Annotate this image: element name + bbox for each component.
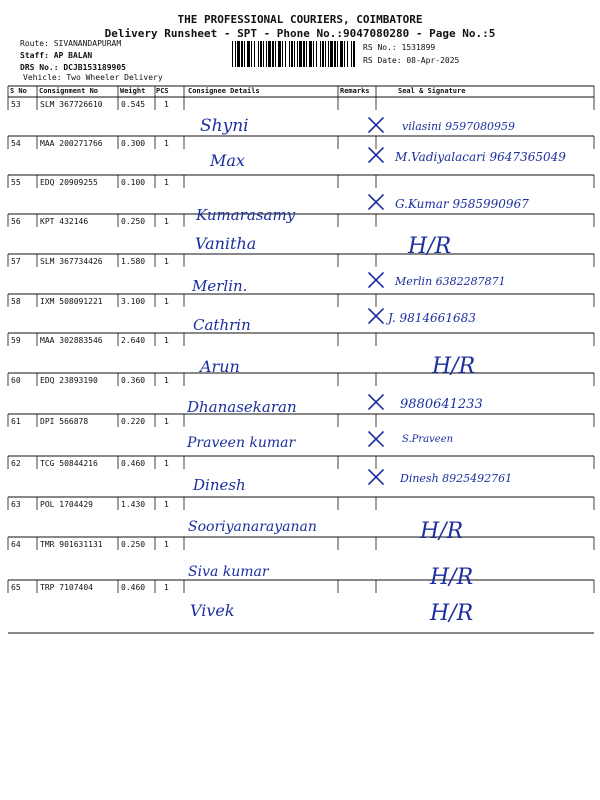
delivery-signature: H/R: [430, 565, 474, 590]
header-cell: PCS: [156, 87, 169, 95]
consignment-number: MAA 302883546: [40, 336, 103, 345]
delivery-signature: vilasini 9597080959: [402, 120, 516, 133]
delivery-signature: J. 9814661683: [388, 311, 476, 325]
weight-value: 1.580: [121, 257, 146, 266]
serial-number: 62: [11, 459, 21, 468]
remark-cross-mark: [369, 395, 383, 409]
pieces-count: 1: [164, 217, 169, 226]
consignee-handwritten-name: Dinesh: [193, 476, 246, 494]
pieces-count: 1: [164, 100, 169, 109]
consignment-number: TRP 7107404: [40, 583, 93, 592]
consignee-handwritten-name: Dhanasekaran: [187, 398, 297, 416]
pieces-count: 1: [164, 139, 169, 148]
company-title: THE PROFESSIONAL COURIERS, COIMBATORE: [177, 13, 423, 26]
drs-label: DRS No.: DCJB153189905: [20, 63, 126, 72]
remark-cross-mark: [369, 273, 383, 287]
serial-number: 63: [11, 500, 21, 509]
remark-cross-mark: [369, 470, 383, 484]
vehicle-label: Vehicle: Two Wheeler Delivery: [23, 73, 163, 82]
weight-value: 0.250: [121, 217, 146, 226]
route-label: Route: SIVANANDAPURAM: [20, 39, 122, 48]
delivery-signature: G.Kumar 9585990967: [395, 197, 529, 211]
consignee-handwritten-name: Siva kumar: [188, 564, 269, 580]
consignment-number: DPI 566878: [40, 417, 89, 426]
weight-value: 0.460: [121, 583, 146, 592]
consignee-handwritten-name: Shyni: [200, 116, 249, 136]
pieces-count: 1: [164, 178, 169, 187]
delivery-signature: H/R: [408, 234, 452, 259]
weight-value: 0.100: [121, 178, 146, 187]
consignee-handwritten-name: Vanitha: [195, 234, 257, 253]
serial-number: 61: [11, 417, 21, 426]
pieces-count: 1: [164, 417, 169, 426]
weight-value: 0.220: [121, 417, 146, 426]
weight-value: 2.640: [121, 336, 146, 345]
consignee-handwritten-name: Kumarasamy: [196, 206, 296, 224]
serial-number: 53: [11, 100, 21, 109]
delivery-signature: S.Praveen: [402, 434, 454, 445]
consignment-number: KPT 432146: [40, 217, 89, 226]
serial-number: 58: [11, 297, 21, 306]
pieces-count: 1: [164, 540, 169, 549]
header-cell: Seal & Signature: [398, 87, 466, 95]
consignee-handwritten-name: Max: [210, 151, 245, 170]
delivery-signature: 9880641233: [400, 397, 483, 412]
remark-cross-mark: [369, 195, 383, 209]
weight-value: 0.360: [121, 376, 146, 385]
header-cell: Weight: [120, 87, 146, 95]
header-cell: S No: [10, 87, 27, 95]
serial-number: 64: [11, 540, 21, 549]
pieces-count: 1: [164, 500, 169, 509]
delivery-signature: H/R: [430, 601, 474, 626]
runsheet-subtitle: Delivery Runsheet - SPT - Phone No.:9047080280 - Page No.:5: [104, 27, 496, 40]
consignment-number: EDQ 20909255: [40, 178, 98, 187]
weight-value: 0.545: [121, 100, 146, 109]
remark-cross-mark: [369, 432, 383, 446]
serial-number: 65: [11, 583, 21, 592]
consignee-handwritten-name: Praveen kumar: [187, 435, 296, 451]
weight-value: 0.250: [121, 540, 146, 549]
consignment-number: TMR 901631131: [40, 540, 103, 549]
staff-label: Staff: AP BALAN: [20, 51, 93, 60]
consignment-number: TCG 50844216: [40, 459, 98, 468]
pieces-count: 1: [164, 376, 169, 385]
serial-number: 60: [11, 376, 21, 385]
pieces-count: 1: [164, 583, 169, 592]
weight-value: 0.300: [121, 139, 146, 148]
header-cell: Consignment No: [39, 87, 99, 95]
consignment-number: IXM 508091221: [40, 297, 103, 306]
serial-number: 54: [11, 139, 21, 148]
consignee-handwritten-name: Merlin.: [192, 277, 248, 295]
delivery-signature: M.Vadiyalacari 9647365049: [395, 150, 566, 164]
pieces-count: 1: [164, 459, 169, 468]
consignee-handwritten-name: Cathrin: [193, 316, 251, 334]
pieces-count: 1: [164, 297, 169, 306]
consignee-handwritten-name: Sooriyanarayanan: [188, 519, 317, 535]
weight-value: 0.460: [121, 459, 146, 468]
consignment-number: MAA 200271766: [40, 139, 103, 148]
serial-number: 55: [11, 178, 21, 187]
serial-number: 57: [11, 257, 21, 266]
pieces-count: 1: [164, 257, 169, 266]
consignee-handwritten-name: Vivek: [190, 601, 235, 620]
consignee-handwritten-name: Arun: [200, 357, 240, 376]
weight-value: 3.100: [121, 297, 146, 306]
serial-number: 56: [11, 217, 21, 226]
header-cell: Consignee Details: [188, 87, 260, 95]
delivery-signature: H/R: [432, 354, 476, 379]
consignment-number: SLM 367734426: [40, 257, 103, 266]
consignment-number: SLM 367726610: [40, 100, 103, 109]
delivery-signature: Dinesh 8925492761: [400, 472, 513, 485]
remark-cross-mark: [369, 118, 383, 132]
remark-cross-mark: [369, 148, 383, 162]
weight-value: 1.430: [121, 500, 146, 509]
delivery-signature: H/R: [420, 519, 464, 544]
rs-no-label: RS No.: 1531899: [363, 43, 436, 52]
serial-number: 59: [11, 336, 21, 345]
remark-cross-mark: [369, 309, 383, 323]
pieces-count: 1: [164, 336, 169, 345]
rs-date-label: RS Date: 08-Apr-2025: [363, 56, 460, 65]
consignment-number: EDQ 23893190: [40, 376, 98, 385]
consignment-number: POL 1704429: [40, 500, 93, 509]
delivery-signature: Merlin 6382287871: [395, 275, 506, 288]
header-cell: Remarks: [340, 87, 370, 95]
